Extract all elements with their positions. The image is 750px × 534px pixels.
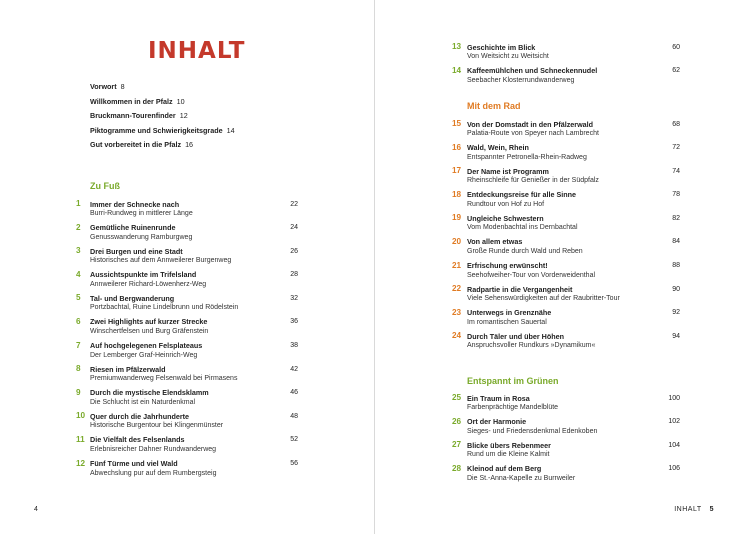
tour-subtitle: Rheinschleife für Genießer in der Südpfalz xyxy=(467,177,599,185)
toc-entry[interactable] xyxy=(452,417,680,441)
toc-list-entspannt-im-gruenen xyxy=(452,393,680,487)
tour-page: 46 xyxy=(290,389,298,397)
tour-title: Unterwegs in Grenznähe xyxy=(467,308,552,318)
tour-number: 18 xyxy=(452,189,462,199)
tour-title: Radpartie in die Vergangenheit xyxy=(467,284,573,294)
toc-entry[interactable] xyxy=(76,317,298,341)
tour-subtitle: Vom Modenbachtal ins Dernbachtal xyxy=(467,224,578,232)
tour-subtitle: Historisches auf dem Annweilerer Burgenweg xyxy=(90,257,232,265)
toc-entry[interactable] xyxy=(452,393,680,417)
intro-item[interactable] xyxy=(90,95,350,110)
tour-title: Quer durch die Jahrhunderte xyxy=(90,411,190,421)
tour-number: 15 xyxy=(452,119,462,128)
tour-title: Drei Burgen und eine Stadt xyxy=(90,246,183,256)
tour-title: Tal- und Bergwanderung xyxy=(90,293,175,303)
page-number-right: 5 xyxy=(709,506,714,513)
tour-subtitle: Große Runde durch Wald und Reben xyxy=(467,247,583,255)
tour-subtitle: Die Schlucht ist ein Naturdenkmal xyxy=(90,398,196,406)
toc-entry[interactable] xyxy=(452,237,680,261)
toc-list-zu-fuss xyxy=(76,199,298,482)
tour-page: 74 xyxy=(672,167,680,175)
tour-number: 21 xyxy=(452,260,462,270)
tour-page: 32 xyxy=(290,294,298,302)
intro-label: Willkommen in der Pfalz xyxy=(90,96,173,106)
toc-entry[interactable] xyxy=(452,464,680,488)
tour-title: Ort der Harmonie xyxy=(467,417,527,427)
toc-entry[interactable] xyxy=(76,388,298,412)
tour-title: Aussichtspunkte im Trifelsland xyxy=(90,270,197,280)
toc-entry[interactable] xyxy=(452,308,680,332)
tour-title: Auf hochgelegenen Felsplateaus xyxy=(90,341,203,351)
tour-page: 36 xyxy=(290,318,298,326)
tour-page: 102 xyxy=(668,418,680,426)
toc-entry[interactable] xyxy=(452,166,680,190)
tour-number: 7 xyxy=(76,340,81,350)
tour-number: 13 xyxy=(452,42,462,51)
tour-subtitle: Von Weitsicht zu Weitsicht xyxy=(467,53,549,60)
toc-entry[interactable] xyxy=(452,284,680,308)
tour-title: Gemütliche Ruinenrunde xyxy=(90,223,176,233)
tour-number: 26 xyxy=(452,416,462,426)
tour-number: 28 xyxy=(452,463,462,473)
tour-page: 104 xyxy=(668,441,680,449)
tour-subtitle: Rundtour von Hof zu Hof xyxy=(467,200,545,208)
intro-item[interactable] xyxy=(90,80,350,95)
footer-label: INHALT xyxy=(674,506,702,513)
tour-page: 82 xyxy=(672,214,680,222)
tour-page: 38 xyxy=(290,342,298,350)
section-heading-mit-dem-rad: Mit dem Rad xyxy=(467,101,521,111)
intro-label: Gut vorbereitet in die Pfalz xyxy=(90,140,182,150)
tour-page: 68 xyxy=(672,120,680,128)
tour-number: 2 xyxy=(76,222,81,232)
tour-title: Immer der Schnecke nach xyxy=(90,199,180,209)
tour-title: Der Name ist Programm xyxy=(467,166,549,176)
toc-entry[interactable] xyxy=(76,199,298,223)
tour-subtitle: Historische Burgentour bei Klingenmünster xyxy=(90,422,224,430)
tour-subtitle: Abwechslung pur auf dem Rumbergsteig xyxy=(90,469,217,477)
tour-title: Ungleiche Schwestern xyxy=(467,213,544,223)
section-heading-entspannt-im-gruenen: Entspannt im Grünen xyxy=(467,376,559,386)
tour-number: 14 xyxy=(452,65,462,75)
tour-page: 48 xyxy=(290,412,298,420)
intro-page: 10 xyxy=(176,96,185,106)
tour-subtitle: Im romantischen Sauertal xyxy=(467,318,547,326)
tour-subtitle: Die St.-Anna-Kapelle zu Burrweiler xyxy=(467,474,576,482)
intro-label: Piktogramme und Schwierigkeitsgrade xyxy=(90,125,223,135)
toc-entry[interactable] xyxy=(76,459,298,483)
tour-subtitle: Anspruchsvoller Rundkurs »Dynamikum« xyxy=(467,342,596,350)
tour-subtitle: Burri-Rundweg in mittlerer Länge xyxy=(90,210,193,217)
tour-number: 25 xyxy=(452,393,462,402)
tour-number: 27 xyxy=(452,440,462,450)
tour-page: 60 xyxy=(672,43,680,51)
tour-page: 42 xyxy=(290,365,298,373)
toc-entry[interactable] xyxy=(452,213,680,237)
toc-entry[interactable] xyxy=(452,66,680,90)
tour-subtitle: Rund um die Kleine Kalmit xyxy=(467,451,550,459)
right-page xyxy=(375,0,750,534)
tour-subtitle: Palatia-Route von Speyer nach Lambrecht xyxy=(467,130,599,137)
tour-title: Von allem etwas xyxy=(467,237,523,247)
tour-title: Riesen im Pfälzerwald xyxy=(90,364,166,374)
toc-entry[interactable] xyxy=(76,223,298,247)
tour-number: 4 xyxy=(76,269,81,279)
tour-number: 10 xyxy=(76,411,86,421)
tour-subtitle: Erlebnisreicher Dahner Rundwanderweg xyxy=(90,445,217,453)
tour-page: 56 xyxy=(290,460,298,468)
tour-subtitle: Annweilerer Richard-Löwenherz-Weg xyxy=(90,280,207,288)
tour-number: 8 xyxy=(76,364,81,374)
tour-number: 5 xyxy=(76,293,81,303)
tour-page: 100 xyxy=(668,394,680,402)
tour-page: 94 xyxy=(672,332,680,340)
tour-title: Fünf Türme und viel Wald xyxy=(90,459,178,469)
intro-label: Vorwort xyxy=(90,82,117,91)
tour-number: 3 xyxy=(76,246,81,256)
tour-number: 12 xyxy=(76,458,86,468)
toc-entry[interactable] xyxy=(76,435,298,459)
tour-subtitle: Winschertfelsen und Burg Gräfenstein xyxy=(90,327,209,335)
tour-page: 106 xyxy=(668,465,680,473)
toc-list-zu-fuss-continued xyxy=(452,42,680,89)
toc-entry[interactable] xyxy=(452,119,680,143)
page-number-left: 4 xyxy=(34,506,38,513)
toc-entry[interactable] xyxy=(452,42,680,66)
toc-entry[interactable] xyxy=(76,270,298,294)
tour-number: 11 xyxy=(76,434,85,444)
tour-number: 22 xyxy=(452,284,462,294)
tour-subtitle: Genusswanderung Ramburgweg xyxy=(90,233,193,241)
tour-subtitle: Portzbachtal, Ruine Lindelbrunn und Rödelstein xyxy=(90,304,239,312)
tour-subtitle: Farbenprächtige Mandelblüte xyxy=(467,404,559,411)
toc-entry[interactable] xyxy=(76,364,298,388)
tour-number: 9 xyxy=(76,387,81,397)
tour-title: Blicke übers Rebenmeer xyxy=(467,440,551,450)
intro-label: Bruckmann-Tourenfinder xyxy=(90,111,176,121)
intro-list xyxy=(90,80,350,153)
tour-page: 28 xyxy=(290,271,298,279)
tour-page: 90 xyxy=(672,285,680,293)
tour-page: 22 xyxy=(290,200,298,208)
tour-number: 6 xyxy=(76,316,81,326)
tour-page: 92 xyxy=(672,309,680,317)
tour-title: Zwei Highlights auf kurzer Strecke xyxy=(90,317,208,327)
tour-page: 62 xyxy=(672,67,680,75)
toc-entry[interactable] xyxy=(452,143,680,167)
intro-item[interactable] xyxy=(90,138,350,153)
toc-entry[interactable] xyxy=(452,261,680,285)
tour-title: Geschichte im Blick xyxy=(467,42,536,52)
tour-title: Ein Traum in Rosa xyxy=(467,393,530,403)
tour-page: 88 xyxy=(672,262,680,270)
tour-title: Von der Domstadt in den Pfälzerwald xyxy=(467,119,594,129)
tour-number: 20 xyxy=(452,236,462,246)
toc-entry[interactable] xyxy=(76,411,298,435)
tour-subtitle: Der Lemberger Graf-Heinrich-Weg xyxy=(90,351,198,359)
toc-entry[interactable] xyxy=(76,341,298,365)
tour-page: 24 xyxy=(290,224,298,232)
tour-subtitle: Premiumwanderweg Felsenwald bei Pirmasens xyxy=(90,375,238,383)
intro-page: 14 xyxy=(226,125,235,135)
intro-page: 8 xyxy=(120,82,125,91)
tour-title: Durch Täler und über Höhen xyxy=(467,331,565,341)
tour-title: Kaffeemühlchen und Schneckennudel xyxy=(467,66,598,76)
toc-entry[interactable] xyxy=(452,331,680,355)
tour-page: 72 xyxy=(672,144,680,152)
tour-page: 26 xyxy=(290,247,298,255)
tour-title: Durch die mystische Elendsklamm xyxy=(90,388,209,398)
toc-entry[interactable] xyxy=(452,190,680,214)
tour-title: Wald, Wein, Rhein xyxy=(467,143,529,153)
tour-number: 17 xyxy=(452,166,462,176)
tour-subtitle: Entspannter Petronella-Rhein-Radweg xyxy=(467,153,587,161)
tour-page: 52 xyxy=(290,436,298,444)
tour-subtitle: Seebacher Klosterrundwanderweg xyxy=(467,76,575,84)
intro-item[interactable] xyxy=(90,109,350,124)
intro-page: 16 xyxy=(185,140,194,150)
tour-page: 84 xyxy=(672,238,680,246)
tour-number: 19 xyxy=(452,213,462,223)
toc-entry[interactable] xyxy=(76,246,298,270)
tour-page: 78 xyxy=(672,191,680,199)
toc-entry[interactable] xyxy=(452,440,680,464)
tour-number: 23 xyxy=(452,307,462,317)
tour-number: 1 xyxy=(76,199,81,208)
tour-subtitle: Seehofweiher-Tour von Vorderweidenthal xyxy=(467,271,596,279)
tour-subtitle: Sieges- und Friedensdenkmal Edenkoben xyxy=(467,427,598,435)
tour-title: Erfrischung erwünscht! xyxy=(467,261,548,271)
tour-number: 24 xyxy=(452,331,462,341)
intro-item[interactable] xyxy=(90,124,350,139)
toc-entry[interactable] xyxy=(76,293,298,317)
tour-title: Entdeckungsreise für alle Sinne xyxy=(467,190,577,200)
section-heading-zu-fuss: Zu Fuß xyxy=(90,181,120,191)
toc-list-mit-dem-rad xyxy=(452,119,680,355)
page-title: INHALT xyxy=(148,38,246,64)
tour-title: Kleinod auf dem Berg xyxy=(467,464,542,474)
intro-page: 12 xyxy=(179,111,188,121)
tour-subtitle: Viele Sehenswürdigkeiten auf der Raubritter-Tour xyxy=(467,295,620,303)
tour-number: 16 xyxy=(452,142,462,152)
tour-title: Die Vielfalt des Felsenlands xyxy=(90,435,185,445)
running-footer xyxy=(674,506,714,513)
